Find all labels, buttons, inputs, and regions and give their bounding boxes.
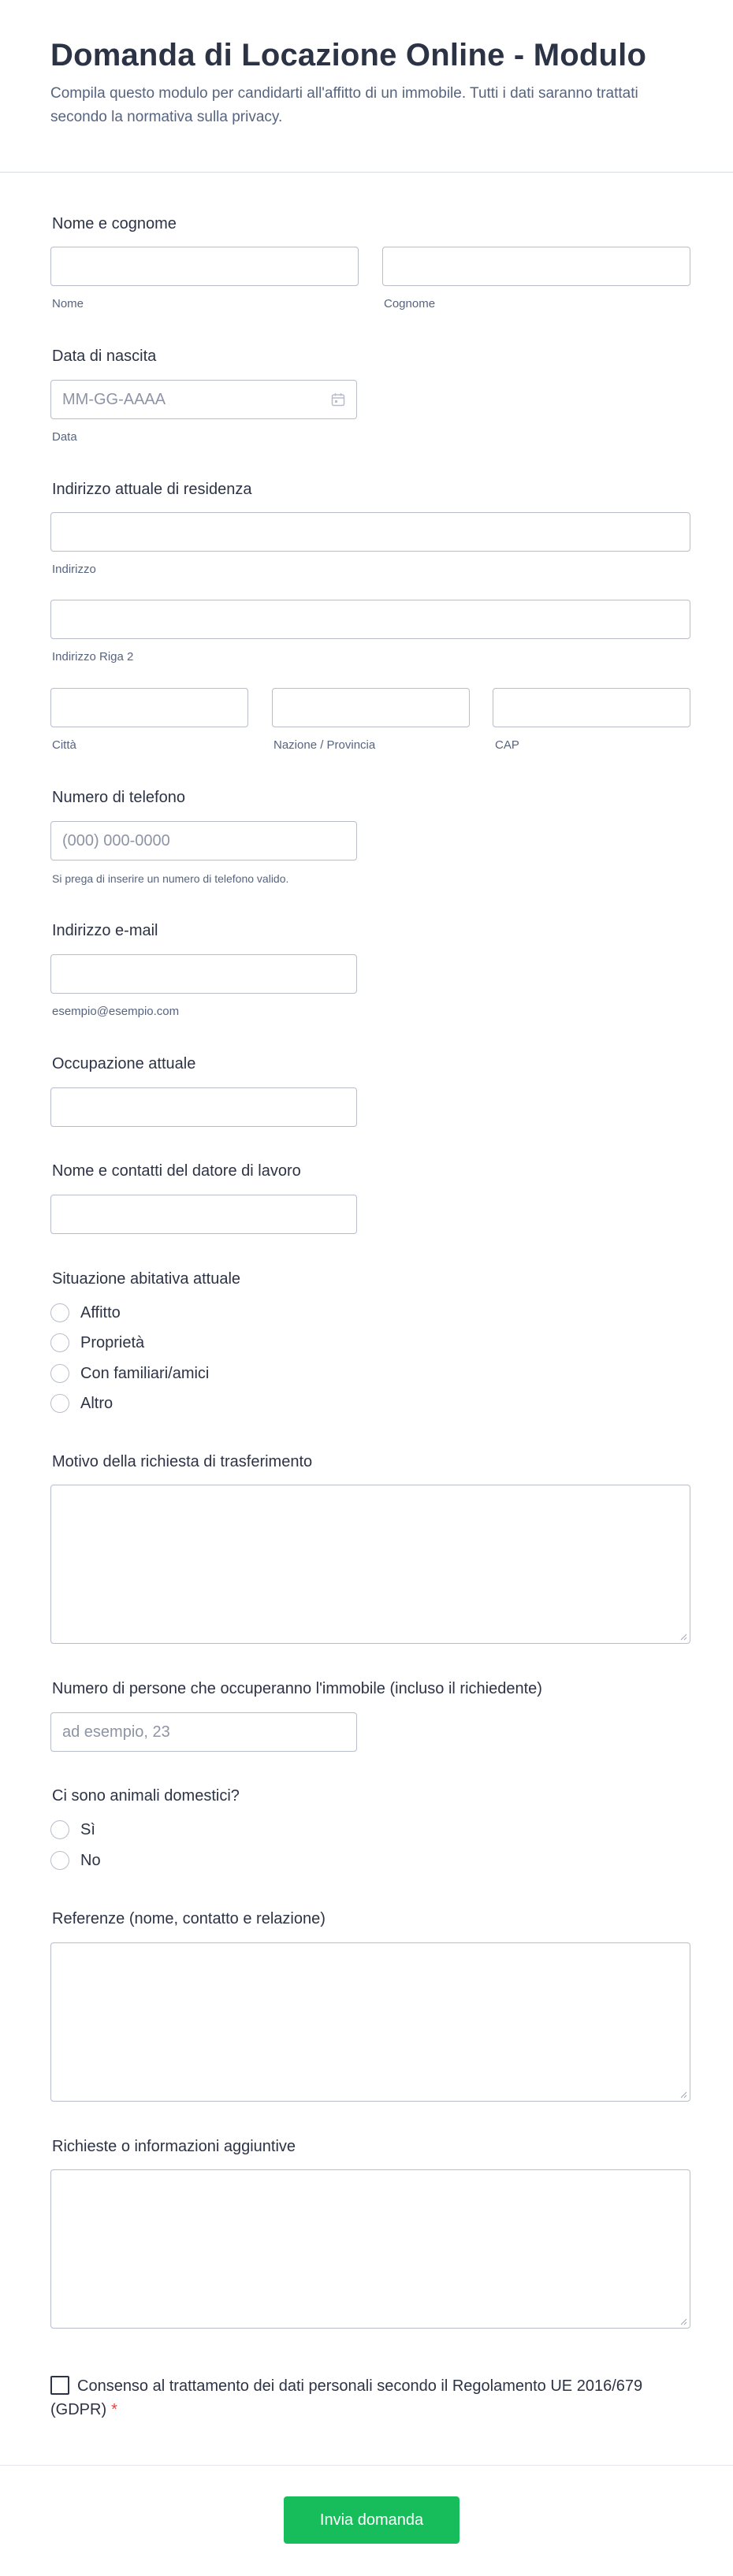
- housing-label: Situazione abitativa attuale: [52, 1270, 241, 1288]
- address-label: Indirizzo attuale di residenza: [52, 481, 252, 498]
- name-label: Nome e cognome: [52, 215, 177, 232]
- last-name-input[interactable]: [382, 247, 690, 286]
- phone-label: Numero di telefono: [52, 789, 185, 806]
- radio-button[interactable]: [50, 1333, 69, 1352]
- employer-input[interactable]: [50, 1195, 357, 1234]
- housing-option-familiari[interactable]: Con familiari/amici: [50, 1362, 209, 1385]
- address-line2-input[interactable]: [50, 600, 690, 639]
- city-input[interactable]: [50, 688, 248, 727]
- references-label: Referenze (nome, contatto e relazione): [52, 1910, 326, 1927]
- footer-divider: [0, 2465, 733, 2466]
- phone-input[interactable]: [50, 821, 357, 861]
- consent-field: [50, 2374, 681, 2422]
- references-textarea[interactable]: [50, 1942, 690, 2102]
- reason-label: Motivo della richiesta di trasferimento: [52, 1453, 313, 1470]
- address-line1-sublabel: Indirizzo: [52, 563, 96, 576]
- consent-text: Consenso al trattamento dei dati personali secondo il Regolamento UE 2016/679 (GDPR): [50, 2377, 643, 2418]
- form-header: [0, 0, 733, 173]
- consent-checkbox[interactable]: [50, 2376, 69, 2395]
- occupation-input[interactable]: [50, 1087, 357, 1127]
- reason-textarea[interactable]: [50, 1485, 690, 1644]
- form-title: Domanda di Locazione Online - Modulo: [50, 38, 647, 72]
- additional-label: Richieste o informazioni aggiuntive: [52, 2138, 296, 2155]
- email-input[interactable]: [50, 954, 357, 994]
- email-label: Indirizzo e-mail: [52, 922, 158, 939]
- pets-option-no[interactable]: No: [50, 1849, 101, 1872]
- additional-textarea[interactable]: [50, 2169, 690, 2329]
- zip-sublabel: CAP: [495, 738, 519, 752]
- occupants-input[interactable]: [50, 1712, 357, 1752]
- housing-option-proprieta[interactable]: Proprietà: [50, 1332, 144, 1354]
- zip-input[interactable]: [493, 688, 690, 727]
- birthdate-label: Data di nascita: [52, 348, 157, 365]
- reason-textarea-wrap: [50, 1485, 690, 1644]
- additional-textarea-wrap: [50, 2169, 690, 2329]
- last-name-sublabel: Cognome: [384, 297, 436, 310]
- first-name-input[interactable]: [50, 247, 359, 286]
- state-input[interactable]: [272, 688, 470, 727]
- occupation-label: Occupazione attuale: [52, 1055, 196, 1072]
- birthdate-input[interactable]: [50, 380, 357, 419]
- resize-handle-icon[interactable]: [679, 2091, 687, 2098]
- submit-button[interactable]: Invia domanda: [284, 2496, 460, 2544]
- occupants-label: Numero di persone che occuperanno l'immobile (incluso il richiedente): [52, 1680, 542, 1697]
- required-mark: *: [111, 2401, 117, 2418]
- references-textarea-wrap: [50, 1942, 690, 2102]
- radio-button[interactable]: [50, 1303, 69, 1322]
- radio-button[interactable]: [50, 1394, 69, 1413]
- email-sublabel: esempio@esempio.com: [52, 1005, 180, 1018]
- calendar-icon[interactable]: [331, 392, 345, 407]
- phone-sublabel: Si prega di inserire un numero di telefono valido.: [52, 872, 289, 885]
- radio-button[interactable]: [50, 1364, 69, 1383]
- housing-option-altro[interactable]: Altro: [50, 1392, 113, 1414]
- first-name-sublabel: Nome: [52, 297, 84, 310]
- birthdate-sublabel: Data: [52, 430, 77, 444]
- city-sublabel: Città: [52, 738, 76, 752]
- resize-handle-icon[interactable]: [679, 2318, 687, 2325]
- pets-label: Ci sono animali domestici?: [52, 1787, 240, 1805]
- employer-label: Nome e contatti del datore di lavoro: [52, 1162, 301, 1180]
- radio-button[interactable]: [50, 1851, 69, 1870]
- address-line1-input[interactable]: [50, 512, 690, 552]
- state-sublabel: Nazione / Provincia: [273, 738, 376, 752]
- resize-handle-icon[interactable]: [679, 1633, 687, 1641]
- address-line2-sublabel: Indirizzo Riga 2: [52, 650, 134, 664]
- housing-option-affitto[interactable]: Affitto: [50, 1302, 121, 1324]
- form-subtitle: Compila questo modulo per candidarti all'affitto di un immobile. Tutti i dati saranno trattati secondo la normativa sulla privacy.: [50, 85, 638, 125]
- radio-button[interactable]: [50, 1820, 69, 1839]
- pets-option-si[interactable]: Sì: [50, 1819, 95, 1841]
